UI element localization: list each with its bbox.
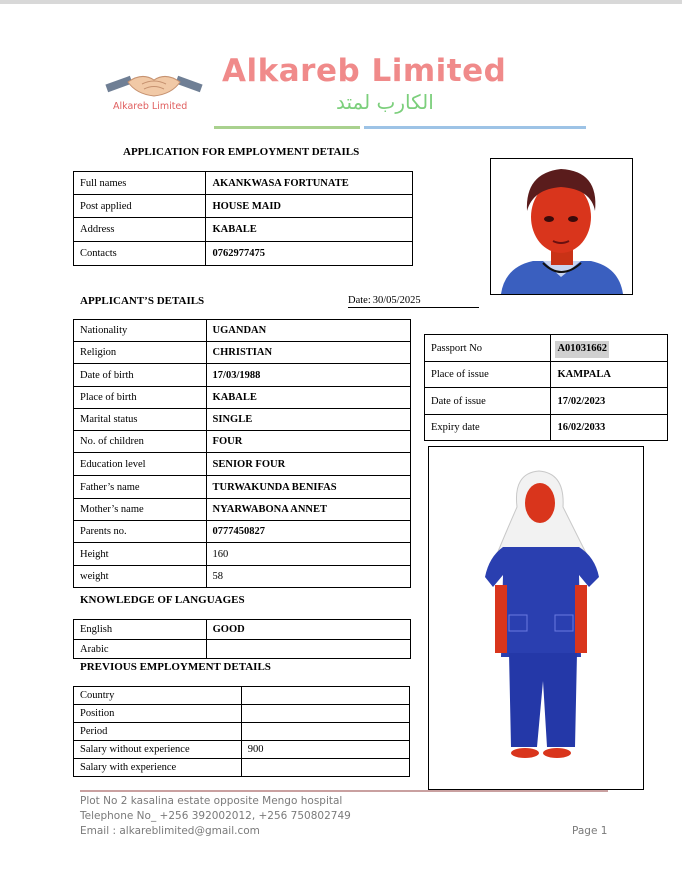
row-label: English [74,620,207,640]
row-label: Nationality [74,320,207,342]
applicant-table [73,319,411,588]
table-row [74,364,411,387]
application-table [73,171,413,266]
employment-table [73,686,410,777]
row-value: UGANDAN [206,320,410,342]
row-label: Address [74,218,206,242]
row-label: weight [74,566,207,588]
row-label: Father’s name [74,476,207,499]
page-number: Page 1 [572,825,608,837]
table-row [74,476,411,499]
page-top-edge [0,0,682,4]
row-value: GOOD [206,620,410,640]
row-label: Passport No [425,335,551,362]
row-label: Position [74,705,242,723]
row-label: No. of children [74,431,207,453]
table-row [74,195,413,218]
row-label: Place of issue [425,362,551,388]
application-title: APPLICATION FOR EMPLOYMENT DETAILS [123,146,360,158]
highlighted-value: A01031662 [555,341,609,358]
company-logo [100,66,210,116]
row-label: Mother’s name [74,499,207,521]
row-value: KAMPALA [551,362,668,388]
table-row [425,335,668,362]
row-value: KABALE [206,218,413,242]
row-label: Salary with experience [74,759,242,777]
table-row [74,409,411,431]
header-divider-green [214,126,360,129]
portrait-image [491,159,632,294]
languages-title: KNOWLEDGE OF LANGUAGES [80,594,245,606]
row-label: Arabic [74,640,207,659]
row-label: Post applied [74,195,206,218]
table-row [425,415,668,441]
table-row [74,723,410,741]
table-row [74,705,410,723]
row-label: Education level [74,453,207,476]
passport-table [424,334,668,441]
table-row [74,172,413,195]
row-label: Marital status [74,409,207,431]
table-row [74,566,411,588]
row-value: 900 [241,741,409,759]
company-name: Alkareb Limited [222,53,507,89]
row-value: 16/02/2033 [551,415,668,441]
row-label: Parents no. [74,521,207,543]
date-label: Date: [348,295,371,306]
company-name-arabic: الكارب لمتد [336,90,434,114]
row-value: SENIOR FOUR [206,453,410,476]
table-row [74,431,411,453]
row-value: KABALE [206,387,410,409]
row-value: CHRISTIAN [206,342,410,364]
table-row [74,499,411,521]
row-value: 0777450827 [206,521,410,543]
logo-caption: Alkareb Limited [113,101,188,112]
row-label: Date of birth [74,364,207,387]
row-label: Full names [74,172,206,195]
table-row [74,543,411,566]
row-label: Country [74,687,242,705]
table-row [74,741,410,759]
row-label: Salary without experience [74,741,242,759]
table-row [425,362,668,388]
employment-title: PREVIOUS EMPLOYMENT DETAILS [80,661,271,673]
table-row [74,320,411,342]
row-label: Height [74,543,207,566]
table-row [74,521,411,543]
row-label: Contacts [74,242,206,266]
row-value: 17/02/2023 [551,388,668,415]
row-value: TURWAKUNDA BENIFAS [206,476,410,499]
passport-photo [490,158,633,295]
row-value [241,687,409,705]
table-row [74,453,411,476]
row-value [241,705,409,723]
row-value: 58 [206,566,410,588]
table-row [74,759,410,777]
passport-number [551,335,668,362]
row-value: 160 [206,543,410,566]
row-value [241,723,409,741]
row-label: Expiry date [425,415,551,441]
row-value: HOUSE MAID [206,195,413,218]
footer-divider [80,790,608,792]
row-label: Place of birth [74,387,207,409]
row-value: 0762977475 [206,242,413,266]
date-field [348,295,479,308]
table-row [425,388,668,415]
row-value: NYARWABONA ANNET [206,499,410,521]
handshake-icon [102,66,206,102]
footer-telephone: Telephone No_ +256 392002012, +256 750802749 [80,810,351,822]
table-row [74,342,411,364]
table-row [74,620,411,640]
row-value: FOUR [206,431,410,453]
row-value: 17/03/1988 [206,364,410,387]
table-row [74,387,411,409]
date-value: 30/05/2025 [372,295,421,306]
row-label: Religion [74,342,207,364]
row-value [206,640,410,659]
row-value: AKANKWASA FORTUNATE [206,172,413,195]
footer-email: Email : alkareblimited@gmail.com [80,825,260,837]
row-value: SINGLE [206,409,410,431]
full-body-image [429,447,643,789]
row-label: Period [74,723,242,741]
row-value [241,759,409,777]
languages-table [73,619,411,659]
table-row [74,218,413,242]
header-divider-blue [364,126,586,129]
table-row [74,640,411,659]
footer-address: Plot No 2 kasalina estate opposite Mengo hospital [80,795,343,807]
table-row [74,687,410,705]
table-row [74,242,413,266]
applicant-title: APPLICANT’S DETAILS [80,295,205,307]
full-body-photo [428,446,644,790]
row-label: Date of issue [425,388,551,415]
